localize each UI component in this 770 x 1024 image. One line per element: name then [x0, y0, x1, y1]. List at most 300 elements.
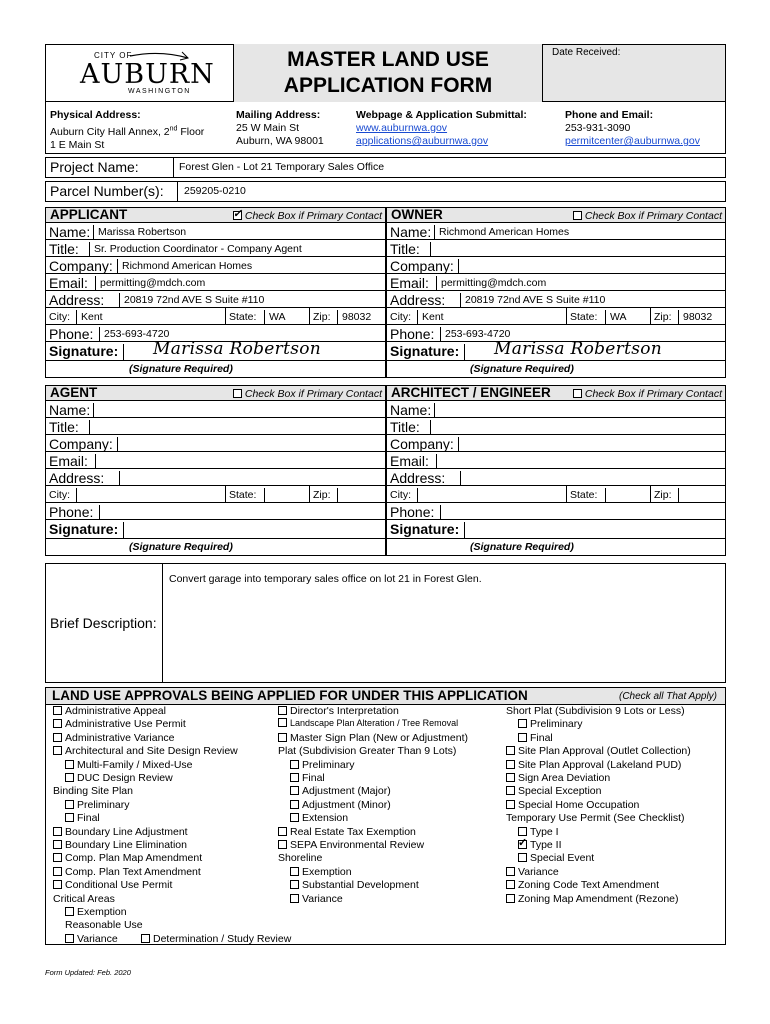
col2-item[interactable]: [290, 893, 343, 905]
agent-name-row: [45, 401, 386, 418]
col3-label: Zoning Code Text Amendment: [518, 879, 660, 892]
architect-primary-contact[interactable]: [573, 388, 722, 400]
applicant-phone-divider: [99, 327, 100, 341]
parcel-label: Parcel Number(s):: [50, 183, 164, 199]
form-title-line1: MASTER LAND USE: [287, 48, 489, 71]
applicant-title-input[interactable]: Sr. Production Coordinator - Company Agent: [94, 243, 302, 255]
architect-primary-checkbox[interactable]: [573, 389, 582, 398]
architect-address-divider: [460, 471, 461, 485]
col2-item[interactable]: [290, 772, 325, 784]
col2-checkbox[interactable]: [278, 827, 287, 836]
agent-address-divider: [119, 471, 120, 485]
agent-zip-divider: [337, 488, 338, 502]
agent-primary-label: Check Box if Primary Contact: [244, 388, 382, 400]
owner-primary-checkbox[interactable]: [573, 211, 582, 220]
col3-checkbox[interactable]: [506, 760, 515, 769]
architect-title-row: [386, 418, 726, 435]
agent-title-row: [45, 418, 386, 435]
col3-item[interactable]: [506, 785, 601, 797]
agent-state-label: State:: [229, 489, 257, 501]
col3-checkbox[interactable]: [506, 867, 515, 876]
applicant-signature-label: Signature:: [49, 343, 119, 359]
project-name-divider: [173, 157, 174, 178]
col3-label: Special Exception: [518, 785, 602, 798]
col3-item: [506, 812, 685, 824]
col2-checkbox[interactable]: [278, 733, 287, 742]
determination-checkbox[interactable]: [141, 934, 150, 943]
agent-city-divider: [76, 488, 77, 502]
col2-checkbox[interactable]: [290, 894, 299, 903]
col2-item: [278, 852, 322, 864]
agent-city-label: City:: [49, 489, 70, 501]
col3-label: Special Event: [530, 852, 595, 865]
architect-name-label: Name:: [390, 402, 432, 418]
applicant-email-input[interactable]: permitting@mdch.com: [100, 277, 206, 289]
owner-name-label: Name:: [390, 224, 432, 240]
owner-signature-divider: [464, 344, 465, 360]
col2-checkbox[interactable]: [278, 718, 287, 727]
col3-checkbox[interactable]: [506, 880, 515, 889]
applicant-name-input[interactable]: Marissa Robertson: [98, 226, 187, 238]
owner-state-label: State:: [570, 311, 598, 323]
owner-state-divider: [605, 310, 606, 324]
agent-signature-label: Signature:: [49, 521, 119, 537]
architect-phone-row: [386, 503, 726, 520]
col3-label: Sign Area Deviation: [518, 772, 611, 784]
applicant-signature-input[interactable]: Marissa Robertson: [153, 339, 322, 359]
col1-item[interactable]: [53, 839, 187, 851]
mailing-address: [236, 109, 324, 148]
col1-label: Architectural and Site Design Review: [65, 745, 238, 758]
agent-signature-required: (Signature Required): [129, 541, 233, 553]
applicant-state-input[interactable]: WA: [269, 311, 286, 323]
project-name-row: [45, 157, 726, 178]
col2-item[interactable]: [290, 799, 391, 811]
applicant-email-label: Email:: [49, 275, 88, 291]
description-label: Brief Description:: [50, 615, 157, 631]
parcel-divider: [177, 181, 178, 202]
owner-address-label: Address:: [390, 292, 446, 308]
col1-item[interactable]: [65, 933, 118, 945]
col1-checkbox[interactable]: [65, 773, 74, 782]
applicant-phone-input[interactable]: 253-693-4720: [104, 328, 170, 340]
agent-phone-row: [45, 503, 386, 520]
architect-zip-sep: [650, 486, 651, 503]
owner-address-input[interactable]: 20819 72nd AVE S Suite #110: [465, 294, 606, 306]
applicant-primary-label: Check Box if Primary Contact: [244, 210, 382, 222]
owner-address-divider: [460, 293, 461, 307]
physical-line2: 1 E Main St: [50, 138, 105, 151]
col3-item[interactable]: [518, 732, 553, 744]
col3-checkbox[interactable]: [518, 719, 527, 728]
col1-checkbox[interactable]: [53, 853, 62, 862]
applicant-heading: APPLICANT: [50, 207, 128, 222]
col1-item[interactable]: [53, 745, 238, 757]
agent-address-label: Address:: [49, 470, 105, 486]
owner-email-input[interactable]: permitting@mdch.com: [441, 277, 547, 289]
col1-label: Comp. Plan Map Amendment: [65, 852, 203, 865]
agent-phone-label: Phone:: [49, 504, 94, 520]
mailing-line2: Auburn, WA 98001: [236, 135, 324, 147]
determination-study-review[interactable]: [141, 933, 291, 945]
col1-checkbox[interactable]: [65, 813, 74, 822]
col1-item[interactable]: [53, 826, 188, 838]
col2-checkbox[interactable]: [290, 880, 299, 889]
applicant-zip-sep: [309, 308, 310, 325]
col2-item[interactable]: [278, 839, 424, 851]
col1-checkbox[interactable]: [53, 867, 62, 876]
applicant-state-divider: [264, 310, 265, 324]
architect-state-divider: [605, 488, 606, 502]
architect-address-label: Address:: [390, 470, 446, 486]
col1-checkbox[interactable]: [65, 907, 74, 916]
architect-city-row: [386, 486, 726, 503]
agent-primary-contact[interactable]: [233, 388, 382, 400]
applicant-signature-divider: [123, 344, 124, 360]
col3-label: Special Home Occupation: [518, 798, 640, 811]
col1-label: Binding Site Plan: [53, 785, 133, 798]
agent-state-sep: [225, 486, 226, 503]
col1-label: Preliminary: [77, 798, 130, 811]
form-updated: Form Updated: Feb. 2020: [45, 968, 131, 977]
applicant-state-sep: [225, 308, 226, 325]
col2-checkbox[interactable]: [290, 773, 299, 782]
agent-company-divider: [117, 437, 118, 451]
agent-title-label: Title:: [49, 419, 79, 435]
col2-label: Preliminary: [302, 758, 355, 771]
col3-checkbox[interactable]: [518, 827, 527, 836]
col3-item[interactable]: [506, 893, 679, 905]
col1-label: Exemption: [77, 906, 127, 918]
applications-email-link[interactable]: applications@auburnwa.gov: [356, 135, 489, 147]
determination-label: Determination / Study Review: [153, 932, 292, 945]
col2-checkbox[interactable]: [290, 800, 299, 809]
owner-zip-label: Zip:: [654, 311, 672, 323]
col1-item[interactable]: [53, 732, 175, 744]
owner-title-row: [386, 240, 726, 257]
architect-city-divider: [417, 488, 418, 502]
architect-name-divider: [434, 403, 435, 417]
col3-checkbox[interactable]: [506, 800, 515, 809]
col2-item[interactable]: [290, 812, 348, 824]
city-logo: [70, 48, 215, 100]
applicant-zip-divider: [337, 310, 338, 324]
architect-state-label: State:: [570, 489, 598, 501]
owner-name-input[interactable]: Richmond American Homes: [439, 226, 570, 238]
agent-primary-checkbox[interactable]: [233, 389, 242, 398]
applicant-state-label: State:: [229, 311, 257, 323]
agent-signature-divider: [123, 522, 124, 538]
architect-email-label: Email:: [390, 453, 429, 469]
col1-item[interactable]: [65, 812, 100, 824]
col3-item[interactable]: [506, 759, 681, 771]
col2-label: SEPA Environmental Review: [290, 839, 425, 851]
col3-label: Zoning Map Amendment (Rezone): [518, 892, 679, 905]
col1-checkbox[interactable]: [65, 934, 74, 943]
col3-item: [506, 705, 685, 717]
owner-signature-input[interactable]: Marissa Robertson: [494, 339, 663, 359]
col1-item[interactable]: [53, 705, 166, 717]
col2-checkbox[interactable]: [290, 786, 299, 795]
col1-label: Critical Areas: [53, 892, 115, 905]
col2-label: Plat (Subdivision Greater Than 9 Lots): [278, 745, 457, 758]
owner-phone-input[interactable]: 253-693-4720: [445, 328, 511, 340]
applicant-primary-contact[interactable]: [233, 210, 382, 222]
owner-email-label: Email:: [390, 275, 429, 291]
col3-label: Type II: [530, 839, 562, 851]
owner-city-divider: [417, 310, 418, 324]
col1-checkbox[interactable]: [65, 800, 74, 809]
col2-label: Extension: [302, 812, 349, 825]
form-title-line2: APPLICATION FORM: [283, 74, 493, 97]
applicant-title-label: Title:: [49, 241, 79, 257]
architect-email-divider: [436, 454, 437, 468]
col1-label: Administrative Use Permit: [65, 718, 186, 731]
col3-label: Final: [530, 731, 553, 744]
col2-item[interactable]: [290, 785, 391, 797]
architect-phone-label: Phone:: [390, 504, 435, 520]
col3-item[interactable]: [506, 745, 691, 757]
col2-item[interactable]: [290, 866, 352, 878]
col2-label: Shoreline: [278, 852, 323, 865]
architect-title-divider: [430, 420, 431, 434]
col3-item[interactable]: [518, 839, 562, 851]
col2-checkbox[interactable]: [290, 867, 299, 876]
col3-label: Short Plat (Subdivision 9 Lots or Less): [506, 705, 685, 717]
agent-city-row: [45, 486, 386, 503]
col2-item[interactable]: [290, 879, 419, 891]
col1-label: Administrative Variance: [65, 731, 175, 744]
col3-checkbox[interactable]: [518, 853, 527, 862]
owner-state-sep: [566, 308, 567, 325]
applicant-city-divider: [76, 310, 77, 324]
col1-item[interactable]: [65, 799, 130, 811]
physical-line1: [50, 122, 204, 139]
applicant-name-divider: [93, 225, 94, 239]
web-submittal: [356, 109, 527, 148]
agent-heading: AGENT: [50, 385, 98, 400]
applicant-email-row: [45, 274, 386, 291]
col3-label: Temporary Use Permit (See Checklist): [506, 812, 685, 825]
col2-item[interactable]: [290, 759, 355, 771]
col2-item[interactable]: [278, 732, 468, 744]
col2-checkbox[interactable]: [290, 760, 299, 769]
col2-item[interactable]: [278, 705, 399, 717]
phone-label: Phone and Email:: [565, 109, 654, 121]
agent-phone-divider: [99, 505, 100, 519]
agent-email-divider: [95, 454, 96, 468]
col1-item: [53, 785, 133, 797]
col1-item[interactable]: [53, 866, 201, 878]
owner-primary-label: Check Box if Primary Contact: [584, 210, 722, 222]
agent-name-divider: [93, 403, 94, 417]
owner-city-label: City:: [390, 311, 411, 323]
applicant-zip-label: Zip:: [313, 311, 331, 323]
col3-checkbox[interactable]: [518, 840, 527, 849]
col1-checkbox[interactable]: [53, 827, 62, 836]
col2-label: Exemption: [302, 865, 352, 878]
owner-email-row: [386, 274, 726, 291]
col2-item[interactable]: [278, 718, 458, 728]
project-name-input[interactable]: Forest Glen - Lot 21 Temporary Sales Office: [179, 161, 385, 173]
col2-label: Adjustment (Major): [302, 785, 391, 798]
col1-label: Boundary Line Elimination: [65, 839, 187, 851]
col3-checkbox[interactable]: [506, 894, 515, 903]
applicant-city-input[interactable]: Kent: [81, 311, 103, 323]
permitcenter-email-link[interactable]: permitcenter@auburnwa.gov: [565, 135, 700, 147]
architect-zip-divider: [678, 488, 679, 502]
col1-item[interactable]: [53, 879, 172, 891]
col2-label: Adjustment (Minor): [302, 798, 391, 811]
approvals-heading: LAND USE APPROVALS BEING APPLIED FOR UNDER THIS APPLICATION: [52, 688, 528, 703]
physical-address: [50, 109, 204, 152]
col3-checkbox[interactable]: [518, 733, 527, 742]
col3-item[interactable]: [506, 879, 659, 891]
owner-phone-label: Phone:: [390, 326, 435, 342]
architect-phone-divider: [440, 505, 441, 519]
col3-checkbox[interactable]: [506, 746, 515, 755]
architect-title-label: Title:: [390, 419, 420, 435]
agent-name-label: Name:: [49, 402, 91, 418]
owner-signature-required: (Signature Required): [470, 363, 574, 375]
col3-item[interactable]: [518, 852, 594, 864]
col3-checkbox[interactable]: [506, 786, 515, 795]
architect-email-row: [386, 452, 726, 469]
col2-label: Landscape Plan Alteration / Tree Removal: [290, 718, 459, 729]
applicant-email-divider: [95, 276, 96, 290]
owner-primary-contact[interactable]: [573, 210, 722, 222]
col2-item[interactable]: [278, 826, 416, 838]
col3-item[interactable]: [506, 866, 559, 878]
col1-checkbox[interactable]: [53, 706, 62, 715]
col1-item[interactable]: [53, 852, 202, 864]
owner-title-divider: [430, 242, 431, 256]
applicant-address-divider: [119, 293, 120, 307]
architect-signature-required: (Signature Required): [470, 541, 574, 553]
col2-item: [278, 745, 456, 757]
col1-checkbox[interactable]: [53, 880, 62, 889]
architect-name-row: [386, 401, 726, 418]
logo-auburn: AUBURN: [80, 59, 215, 90]
applicant-address-input[interactable]: 20819 72nd AVE S Suite #110: [124, 294, 265, 306]
col3-checkbox[interactable]: [506, 773, 515, 782]
col1-checkbox[interactable]: [53, 719, 62, 728]
col2-label: Real Estate Tax Exemption: [290, 825, 416, 838]
architect-company-divider: [458, 437, 459, 451]
date-received-label: Date Received:: [552, 47, 621, 58]
col1-checkbox[interactable]: [53, 840, 62, 849]
applicant-name-row: [45, 223, 386, 240]
description-divider: [162, 563, 163, 683]
owner-zip-input[interactable]: 98032: [683, 311, 713, 323]
col1-label: Comp. Plan Text Amendment: [65, 865, 201, 878]
applicant-company-input[interactable]: Richmond American Homes: [122, 260, 253, 272]
col3-label: Preliminary: [530, 718, 583, 731]
col3-item[interactable]: [506, 772, 610, 784]
website-link[interactable]: www.auburnwa.gov: [356, 122, 448, 134]
applicant-address-label: Address:: [49, 292, 105, 308]
parcel-input[interactable]: 259205-0210: [184, 185, 246, 197]
applicant-company-label: Company:: [49, 258, 113, 274]
owner-zip-sep: [650, 308, 651, 325]
col3-label: Site Plan Approval (Lakeland PUD): [518, 758, 682, 771]
mailing-line1: 25 W Main St: [236, 122, 300, 134]
col2-label: Variance: [302, 892, 343, 905]
col3-item[interactable]: [506, 799, 639, 811]
col3-item[interactable]: [518, 718, 583, 730]
applicant-primary-checkbox[interactable]: [233, 211, 242, 220]
agent-zip-sep: [309, 486, 310, 503]
architect-state-sep: [566, 486, 567, 503]
col1-label: Administrative Appeal: [65, 705, 166, 717]
owner-signature-label: Signature:: [390, 343, 460, 359]
architect-signature-divider: [464, 522, 465, 538]
col1-label: Final: [77, 812, 100, 825]
col1-checkbox[interactable]: [53, 746, 62, 755]
col2-label: Master Sign Plan (New or Adjustment): [290, 731, 468, 744]
col1-label: Conditional Use Permit: [65, 879, 173, 892]
logo-washington: WASHINGTON: [128, 88, 191, 95]
col1-item[interactable]: [65, 906, 127, 918]
col1-label: Reasonable Use: [65, 919, 143, 932]
architect-signature-label: Signature:: [390, 521, 460, 537]
owner-state-input[interactable]: WA: [610, 311, 627, 323]
agent-zip-label: Zip:: [313, 489, 331, 501]
col1-label: Boundary Line Adjustment: [65, 825, 188, 838]
col2-checkbox[interactable]: [290, 813, 299, 822]
phone-email: [565, 109, 700, 148]
agent-state-divider: [264, 488, 265, 502]
approvals-note: (Check all That Apply): [619, 691, 717, 702]
agent-company-label: Company:: [49, 436, 113, 452]
col1-item[interactable]: [53, 718, 186, 730]
applicant-city-label: City:: [49, 311, 70, 323]
col1-checkbox[interactable]: [65, 760, 74, 769]
agent-title-divider: [89, 420, 90, 434]
owner-name-divider: [434, 225, 435, 239]
col1-label: Variance: [77, 932, 118, 945]
agent-email-row: [45, 452, 386, 469]
architect-city-label: City:: [390, 489, 411, 501]
mailing-label: Mailing Address:: [236, 109, 321, 121]
physical-line1-text: Auburn City Hall Annex, 2nd Floor: [50, 125, 205, 138]
architect-primary-label: Check Box if Primary Contact: [584, 388, 722, 400]
col1-item[interactable]: [65, 759, 193, 771]
owner-company-label: Company:: [390, 258, 454, 274]
architect-zip-label: Zip:: [654, 489, 672, 501]
applicant-zip-input[interactable]: 98032: [342, 311, 372, 323]
applicant-company-divider: [117, 259, 118, 273]
architect-heading: ARCHITECT / ENGINEER: [391, 385, 551, 400]
agent-email-label: Email:: [49, 453, 88, 469]
col2-label: Substantial Development: [302, 879, 419, 892]
col2-label: Final: [302, 772, 325, 784]
owner-heading: OWNER: [391, 207, 443, 222]
description-input[interactable]: Convert garage into temporary sales office on lot 21 in Forest Glen.: [169, 573, 482, 585]
owner-phone-divider: [440, 327, 441, 341]
col1-label: Multi-Family / Mixed-Use: [77, 758, 193, 771]
col2-label: Director's Interpretation: [290, 705, 399, 717]
physical-label: Physical Address:: [50, 109, 141, 121]
col1-item[interactable]: [65, 772, 173, 784]
web-label: Webpage & Application Submittal:: [356, 109, 527, 121]
owner-email-divider: [436, 276, 437, 290]
col2-checkbox[interactable]: [278, 706, 287, 715]
col1-checkbox[interactable]: [53, 733, 62, 742]
applicant-phone-label: Phone:: [49, 326, 94, 342]
col2-checkbox[interactable]: [278, 840, 287, 849]
owner-city-input[interactable]: Kent: [422, 311, 444, 323]
